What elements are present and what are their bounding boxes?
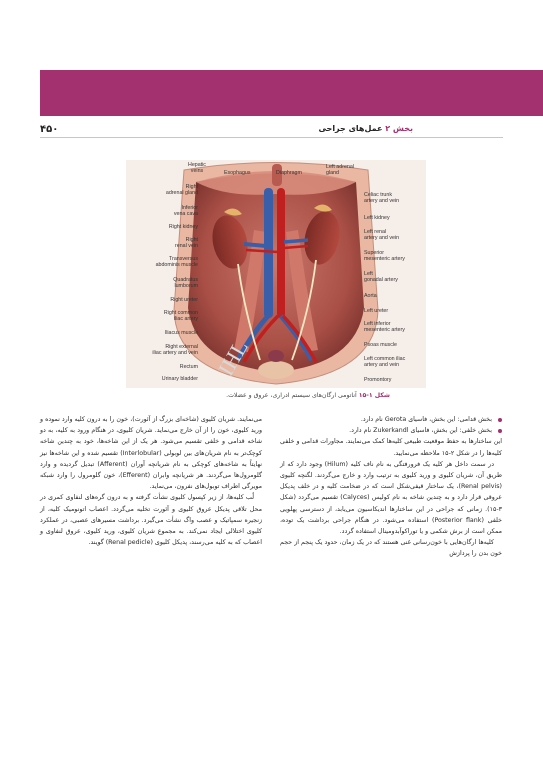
paragraph: لُب کلیه‌ها، از زیر کپسول کلیوی نشأت گرفته و به درون گره‌های لنفاوی کمری در محل تلاقی پدیکل عروق کلیوی و آئورت تخلیه می‌گردد. اعصاب اتونومیک کلیه، از زنجیره سمپاتیک و عصب واگ نشأت می‌گیرد. برداشت مسیرهای عصبی، در عملکرد کلیوی اختلالی ایجاد نمی‌کند. به مجموع شریان کلیوی، ورید کلیوی، عروق لنفاوی و اعصاب که به کلیه می‌رسند، پدیکل کلیوی (Renal pedicle) گویند.: [40, 494, 262, 547]
figure-caption: [150, 392, 390, 399]
figure-caption-text: آناتومی ارگان‌های سیستم ادراری، عروق و عضلات.: [226, 392, 357, 399]
label-right-common-iliac-artery: Right common iliac artery: [163, 310, 198, 322]
label-celiac-trunk: Celiac trunk artery and vein: [364, 192, 400, 204]
label-superior-mesenteric-artery: Superior mesenteric artery: [364, 250, 405, 262]
label-promontory: Promontory: [364, 377, 392, 383]
paragraph: می‌نمایند. شریان کلیوی (شاخه‌ای بزرگ از آئورت)، خون را به درون کلیه وارد نموده و ورید کلیوی، خون را از آن خارج می‌نماید. شریان کلیوی، در هنگام ورود به کلیه، به دو شاخه قدامی و خلفی تقسیم می‌شود. هر یک از این شاخه‌ها، خود به چندین شاخه کوچک‌تر به نام شریان‌های بین لوبولی (Interlobular) تقسیم شده و این شاخه‌ها نیز نهایتاً به شاخه‌های کوچکی به نام شریانچه آوران (Afferent) تبدیل گردیده و وارد گلومرول‌ها می‌گردند. هر شریانچه وابران (Efferent)، خون گلومرول را وارد شبکه مویرگی اطراف توبول‌های نفرون، می‌نماید.: [40, 416, 262, 491]
label-right-ureter: Right ureter: [170, 297, 198, 303]
body-column-right: [280, 414, 502, 560]
paragraph: در سمت داخل هر کلیه یک فرورفتگی به نام ناف کلیه (Hilum) وجود دارد که از طریق آن، شریان کلیوی و ورید کلیوی به ترتیب وارد و خارج می‌گردند. لگنچه کلیوی (Renal pelvis)، یک ساختار قیفی‌شکل است که در ضخامت کلیه و در خلف پدیکل عروقی قرار دارد و به چندین شاخه به نام کولیس (Calyces) تقسیم می‌گردد (شکل ۳-۱۵). زمانی که جراحی در این ساختارها اندیکاسیون می‌یابد، از دسترسی پهلویی خلفی (Posterior flank) استفاده می‌شود. در هنگام جراحی برداشت یک توده، ممکن است از برش شکمی و یا توراکوآبدومینال استفاده گردد.: [280, 460, 502, 536]
header-banner: [40, 70, 543, 116]
bullet-item: بخش خلفی: این بخش، فاسیای Zukerkandl نام دارد.: [280, 425, 502, 436]
chapter-title: عمل‌های جراحی: [318, 124, 383, 133]
label-right-external-iliac: Right external iliac artery and vein: [152, 344, 198, 356]
label-quadratus-lumborum: Quadratus lumborum: [173, 277, 198, 289]
label-hepatic-veins: Hepatic veins: [188, 162, 206, 174]
body-column-left: [40, 414, 262, 548]
label-left-adrenal-gland: Left adrenal gland: [326, 164, 354, 176]
running-head: [318, 124, 413, 133]
label-psoas-muscle: Psoas muscle: [364, 342, 397, 348]
page-header: [40, 118, 503, 142]
figure-number: شکل ۱-۱۵: [358, 392, 390, 399]
label-right-adrenal-gland: Right adrenal gland: [165, 184, 198, 196]
watermark: IHL: [212, 335, 253, 380]
label-inferior-vena-cava: Inferior vena cava: [173, 205, 198, 217]
label-urinary-bladder: Urinary bladder: [161, 376, 198, 382]
header-rule: [40, 137, 503, 138]
bullet-item: بخش قدامی: این بخش، فاسیای Gerota نام دارد.: [280, 414, 502, 425]
label-diaphragm: Diaphragm: [276, 170, 302, 176]
label-iliacus-muscle: Iliacus muscle: [164, 330, 198, 336]
label-left-kidney: Left kidney: [364, 215, 390, 221]
label-left-common-iliac: Left common iliac artery and vein: [364, 356, 406, 368]
label-right-kidney: Right kidney: [168, 224, 198, 230]
label-esophagus: Esophagus: [224, 170, 251, 176]
anatomy-figure: [126, 160, 426, 388]
label-right-renal-vein: Right renal vein: [175, 237, 198, 249]
label-left-inferior-mesenteric-artery: Left inferior mesenteric artery: [364, 321, 405, 333]
label-left-renal-artery-vein: Left renal artery and vein: [364, 229, 400, 241]
label-rectum: Rectum: [179, 364, 198, 370]
label-left-gonadal-artery: Left gonadal artery: [364, 271, 398, 283]
label-transversus-abdominis: Transversus abdominis muscle: [155, 256, 198, 268]
page-number: ۴۵۰: [40, 124, 59, 135]
label-left-ureter: Left ureter: [364, 308, 389, 314]
label-aorta: Aorta: [364, 293, 377, 299]
paragraph: کلیه‌ها ارگان‌هایی با خون‌رسانی غنی هستند که در یک زمان، حدود یک پنجم از حجم خون بدن را پردازش: [280, 539, 502, 558]
paragraph: این ساختارها به حفظ موقعیت طبیعی کلیه‌ها کمک می‌نمایند. مجاورات قدامی و خلفی کلیه‌ها را در شکل ۲-۱۵ ملاحظه می‌نمایید.: [280, 438, 502, 457]
chapter-label: بخش ۲: [385, 124, 413, 133]
